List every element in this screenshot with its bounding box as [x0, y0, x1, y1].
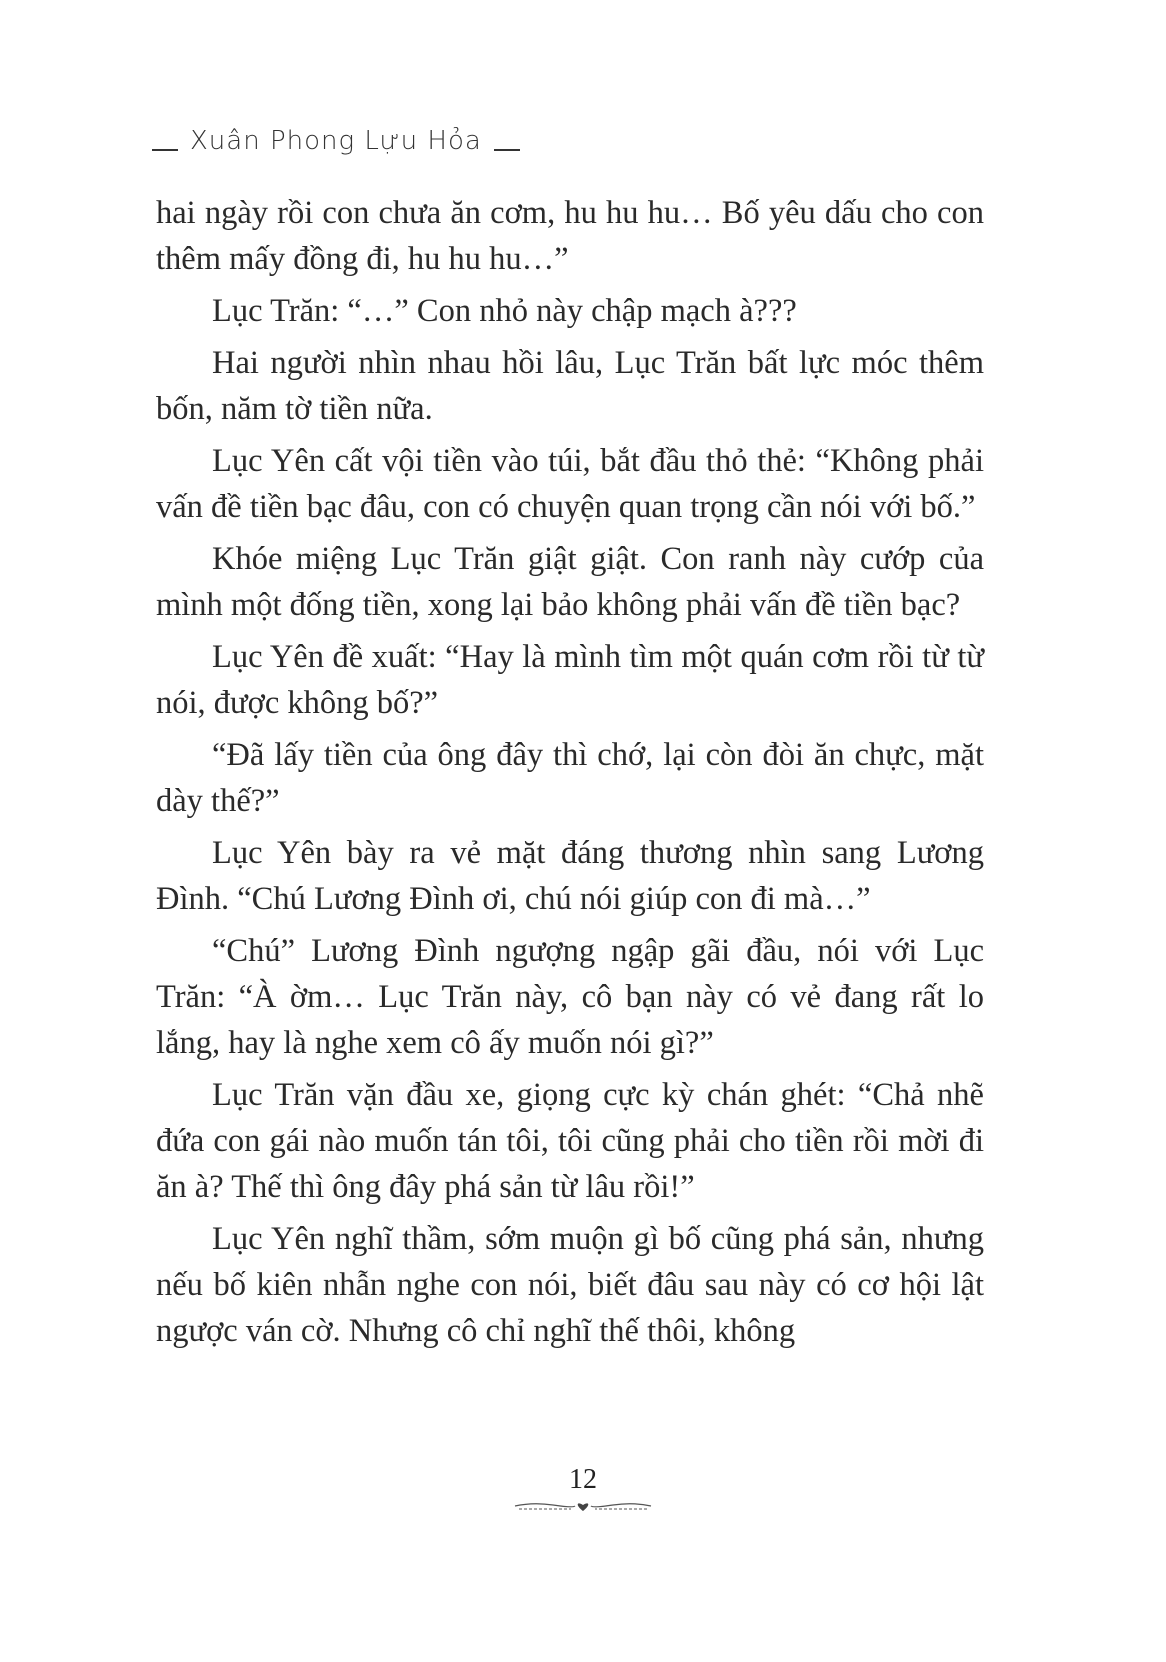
paragraph: Lục Yên đề xuất: “Hay là mình tìm một quán cơm rồi từ từ nói, được không bố?”: [156, 639, 984, 721]
page-number: 12: [569, 1464, 597, 1495]
page-body: [156, 190, 984, 1360]
header-left-dash: [152, 149, 178, 151]
header-right-dash: [494, 149, 520, 151]
paragraph: Lục Yên nghĩ thầm, sớm muộn gì bố cũng phá sản, nhưng nếu bố kiên nhẫn nghe con nói, biết đâu sau này có cơ hội lật ngược ván cờ. Nhưng cô chỉ nghĩ thế thôi, không: [156, 1221, 984, 1349]
paragraph: Khóe miệng Lục Trăn giật giật. Con ranh này cướp của mình một đống tiền, xong lại bảo không phải vấn đề tiền bạc?: [156, 541, 984, 623]
paragraph: Hai người nhìn nhau hồi lâu, Lục Trăn bất lực móc thêm bốn, năm tờ tiền nữa.: [156, 345, 984, 427]
paragraph: Lục Yên cất vội tiền vào túi, bắt đầu thỏ thẻ: “Không phải vấn đề tiền bạc đâu, con có chuyện quan trọng cần nói với bố.”: [156, 443, 984, 525]
paragraph: Lục Yên bày ra vẻ mặt đáng thương nhìn sang Lương Đình. “Chú Lương Đình ơi, chú nói giúp con đi mà…”: [156, 835, 984, 917]
running-header: [152, 126, 520, 156]
paragraph: Lục Trăn: “…” Con nhỏ này chập mạch à???: [212, 293, 797, 329]
book-title: Xuân Phong Lựu Hỏa: [190, 126, 482, 156]
page-footer: [0, 1464, 1166, 1514]
paragraph: Lục Trăn vặn đầu xe, giọng cực kỳ chán ghét: “Chả nhẽ đứa con gái nào muốn tán tôi, tôi cũng phải cho tiền rồi mời đi ăn à? Thế thì ông đây phá sản từ lâu rồi!”: [156, 1077, 984, 1205]
paragraph: “Chú” Lương Đình ngượng ngập gãi đầu, nói với Lục Trăn: “À ờm… Lục Trăn này, cô bạn này có vẻ đang rất lo lắng, hay là nghe xem cô ấy muốn nói gì?”: [156, 933, 984, 1061]
paragraph: “Đã lấy tiền của ông đây thì chớ, lại còn đòi ăn chực, mặt dày thế?”: [156, 737, 984, 819]
paragraph: hai ngày rồi con chưa ăn cơm, hu hu hu… Bố yêu dấu cho con thêm mấy đồng đi, hu hu hu…”: [156, 195, 984, 277]
heart-flourish-icon: [513, 1498, 653, 1514]
